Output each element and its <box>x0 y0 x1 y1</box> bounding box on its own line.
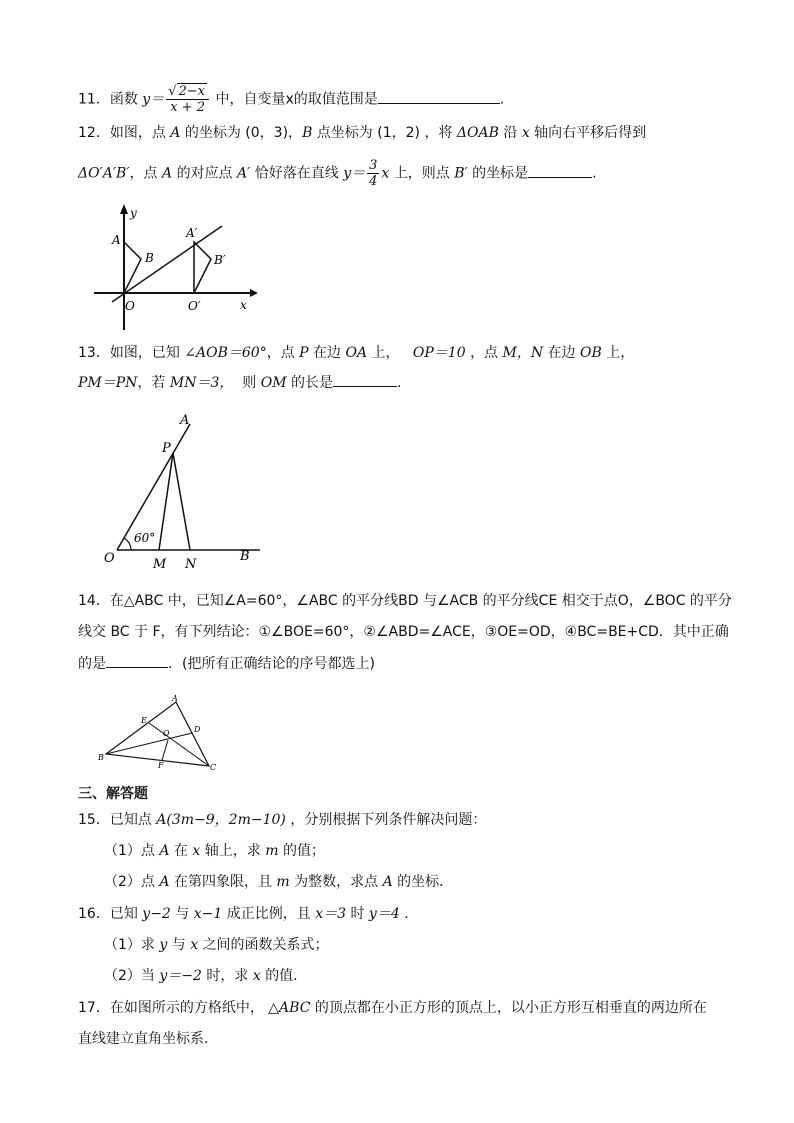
fraction-three-quarters: $\frac{3}{4}$ <box>369 158 378 189</box>
point-C-label: C <box>210 763 217 772</box>
answer-blank-13[interactable] <box>333 372 397 387</box>
question-14-line-3: 的是 ．(把所有正确结论的序号都选上) <box>78 653 375 675</box>
point-O-prime-label: O′ <box>188 299 201 313</box>
x-axis-arrow-icon <box>250 289 258 297</box>
fraction-sqrt: $\frac{√ 2-x}{x + 2}$ <box>166 84 209 115</box>
angle-60-label: 60° <box>134 531 156 545</box>
question-15-part-2: （2）点 A 在第四象限，且 m 为整数，求点 A 的坐标． <box>104 874 454 890</box>
figure-angle <box>100 410 270 575</box>
answer-blank-11[interactable] <box>378 89 500 104</box>
point-D-label: D <box>194 725 201 734</box>
point-F-label: F <box>158 761 164 770</box>
answer-blank-14[interactable] <box>106 653 168 668</box>
segment-PN <box>173 453 190 550</box>
question-13-line-1: 13．如图，已知 ∠AOB＝60°，点 P 在边 OA 上， OP＝10 ，点 M，N 在边 OB 上， <box>78 345 635 361</box>
question-12-line-1: 12．如图，点 A 的坐标为 (0，3)，B 点坐标为 (1，2) ，将 ΔOAB 沿 x 轴向右平移后得到 <box>78 125 647 141</box>
x-axis-label: x <box>240 298 247 312</box>
point-P-label: P <box>162 441 171 456</box>
question-16-part-2: （2）当 y＝−2 时，求 x 的值． <box>104 968 308 984</box>
point-O-label: O <box>125 299 135 313</box>
y-axis-arrow-icon <box>120 204 128 214</box>
point-B-prime-label: B′ <box>214 253 226 267</box>
y-axis-label: y <box>130 206 137 220</box>
section-heading: 三、解答题 <box>78 786 148 802</box>
bisector-BD <box>106 733 192 754</box>
figure-triangle-abc <box>96 694 226 774</box>
line-y-3-4x <box>112 226 222 302</box>
point-E-label: E <box>141 716 147 725</box>
question-14-line-1: 14．在△ABC 中，已知∠A=60°，∠ABC 的平分线BD 与∠ACB 的平分线CE 相交于点O，∠BOC 的平分 <box>78 593 732 609</box>
triangle-ABC <box>106 702 209 766</box>
point-A-label: A <box>112 233 121 247</box>
question-16: 16．已知 y−2 与 x−1 成正比例，且 x＝3 时 y＝4 ． <box>78 906 419 922</box>
point-A-label: A <box>180 413 190 428</box>
point-B-label: B <box>98 753 104 762</box>
question-14-line-2: 线交 BC 于 F，有下列结论：①∠BOE=60°，②∠ABD=∠ACE，③OE=OD，④BC=BE+CD．其中正确 <box>78 624 729 640</box>
question-17-line-2: 直线建立直角坐标系． <box>78 1031 218 1047</box>
question-12-line-2: ΔO′A′B′，点 A 的对应点 A′ 恰好落在直线 y＝ $\frac{3}{4}$ x 上，则点 B′ 的坐标是 . <box>78 158 597 189</box>
point-A-prime-label: A′ <box>186 226 198 240</box>
question-15: 15．已知点 A(3m−9，2m−10) ，分别根据下列条件解决问题： <box>78 812 487 828</box>
point-B-label: B <box>240 549 250 564</box>
segment-PM <box>159 453 173 550</box>
question-15-part-1: （1）点 A 在 x 轴上，求 m 的值； <box>104 843 325 859</box>
point-A-label: A <box>172 694 178 703</box>
point-B-label: B <box>145 251 154 265</box>
angle-arc-icon <box>124 538 131 550</box>
answer-blank-12[interactable] <box>528 163 592 178</box>
bisector-OF <box>162 740 168 760</box>
triangle-OAB <box>124 242 141 293</box>
question-11: 11．函数 y＝ $\frac{√ 2-x}{x + 2}$ 中，自变量x的取值范围是 . <box>78 84 505 115</box>
question-13-line-2: PM＝PN，若 MN＝3， 则 OM 的长是 . <box>78 372 401 394</box>
point-N-label: N <box>185 557 197 572</box>
point-O-label: O <box>104 551 115 566</box>
question-17-line-1: 17．在如图所示的方格纸中， △ABC 的顶点都在小正方形的顶点上，以小正方形互相垂直的两边所在 <box>78 1000 707 1016</box>
triangle-OAB-prime <box>194 242 211 293</box>
figure-translation <box>90 200 270 335</box>
point-O-label: O <box>163 729 170 738</box>
point-M-label: M <box>153 557 167 572</box>
question-16-part-1: （1）求 y 与 x 之间的函数关系式； <box>104 937 329 953</box>
